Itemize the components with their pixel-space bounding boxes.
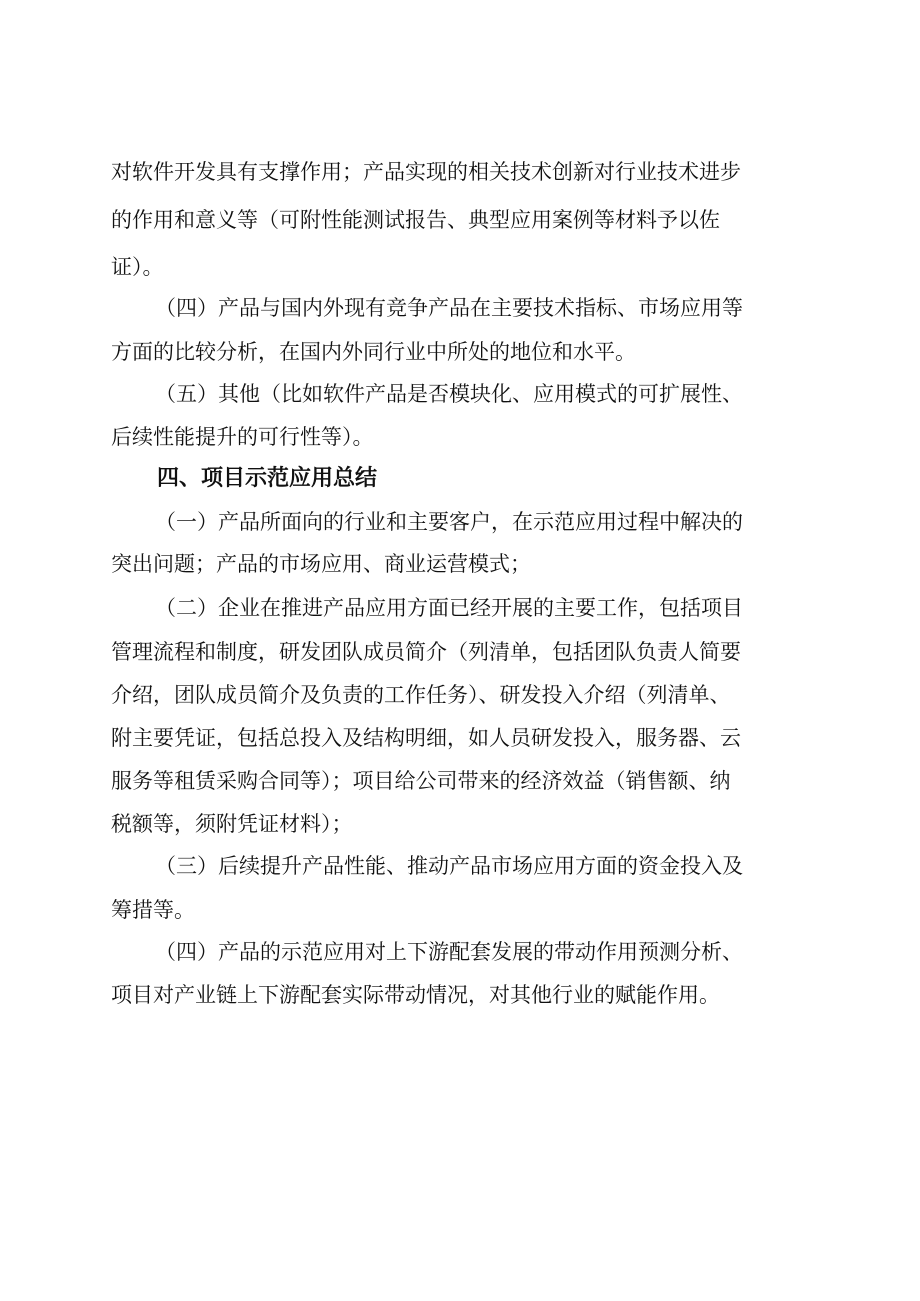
paragraph-line: （四）产品与国内外现有竞争产品在主要技术指标、市场应用等 <box>155 296 743 320</box>
paragraph-line: 附主要凭证，包括总投入及结构明细，如人员研发投入，服务器、云 <box>111 726 741 750</box>
paragraph-line: 后续性能提升的可行性等）。 <box>111 425 374 449</box>
paragraph-line: 对软件开发具有支撑作用；产品实现的相关技术创新对行业技术进步 <box>111 160 741 184</box>
paragraph-line: 方面的比较分析，在国内外同行业中所处的地位和水平。 <box>111 340 636 364</box>
paragraph-line: 介绍，团队成员简介及负责的工作任务）、研发投入介绍（列清单、 <box>111 683 731 707</box>
paragraph-line: 税额等，须附凭证材料）； <box>111 812 353 836</box>
paragraph-line: 突出问题；产品的市场应用、商业运营模式； <box>111 552 531 576</box>
paragraph-line: 服务等租赁采购合同等）；项目给公司带来的经济效益（销售额、纳 <box>111 769 731 793</box>
paragraph-line: 筹措等。 <box>111 898 195 922</box>
paragraph-line: 的作用和意义等（可附性能测试报告、典型应用案例等材料予以佐 <box>111 208 720 232</box>
section-heading: 四、项目示范应用总结 <box>157 466 378 491</box>
paragraph-line: 管理流程和制度，研发团队成员简介（列清单，包括团队负责人简要 <box>111 640 741 664</box>
paragraph-line: （四）产品的示范应用对上下游配套发展的带动作用预测分析、 <box>155 940 743 964</box>
paragraph-line: （三）后续提升产品性能、推动产品市场应用方面的资金投入及 <box>155 854 743 878</box>
paragraph-line: 项目对产业链上下游配套实际带动情况，对其他行业的赋能作用。 <box>111 983 720 1007</box>
paragraph-line: 证）。 <box>111 255 164 279</box>
paragraph-line: （二）企业在推进产品应用方面已经开展的主要工作，包括项目 <box>155 596 743 620</box>
paragraph-line: （一）产品所面向的行业和主要客户，在示范应用过程中解决的 <box>155 510 743 534</box>
paragraph-line: （五）其他（比如软件产品是否模块化、应用模式的可扩展性、 <box>155 382 743 406</box>
